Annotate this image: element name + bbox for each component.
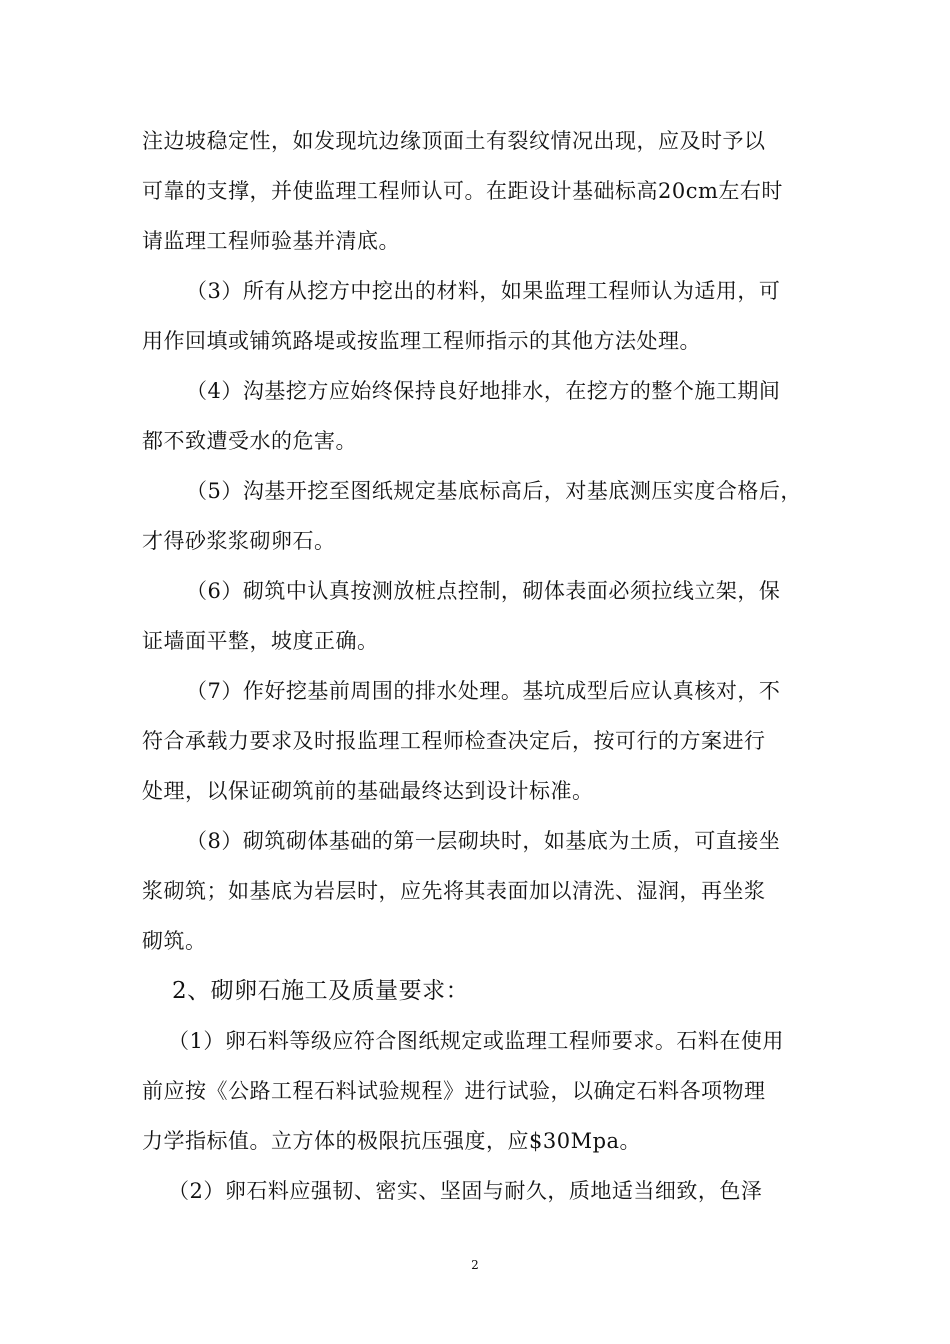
text-line: 砌筑。 [142, 929, 207, 953]
text-line: 符合承载力要求及时报监理工程师检查决定后，按可行的方案进行 [142, 729, 766, 753]
paragraph-item-1: （1）卵石料等级应符合图纸规定或监理工程师要求。石料在使用 [168, 1029, 784, 1053]
text-line: 才得砂浆浆砌卵石。 [142, 529, 336, 553]
paragraph-item-4: （4）沟基挖方应始终保持良好地排水，在挖方的整个施工期间 [186, 379, 781, 403]
page-number: 2 [471, 1258, 479, 1272]
text-line: 可靠的支撑，并使监理工程师认可。在距设计基础标高20cm左右时 [142, 179, 783, 203]
section-heading: 2、砌卵石施工及质量要求： [172, 978, 470, 1004]
paragraph-item-7: （7）作好挖基前周围的排水处理。基坑成型后应认真核对，不 [186, 679, 781, 703]
text-line: 注边坡稳定性，如发现坑边缘顶面土有裂纹情况出现，应及时予以 [142, 129, 766, 153]
text-line: 浆砌筑；如基底为岩层时，应先将其表面加以清洗、湿润，再坐浆 [142, 879, 766, 903]
text-line: 都不致遭受水的危害。 [142, 429, 357, 453]
text-line: 处理，以保证砌筑前的基础最终达到设计标准。 [142, 779, 594, 803]
text-line: 力学指标值。立方体的极限抗压强度，应$30Mpa。 [142, 1129, 642, 1153]
text-line: 用作回填或铺筑路堤或按监理工程师指示的其他方法处理。 [142, 329, 701, 353]
paragraph-item-6: （6）砌筑中认真按测放桩点控制，砌体表面必须拉线立架，保 [186, 579, 781, 603]
text-line: 请监理工程师验基并清底。 [142, 229, 400, 253]
paragraph-item-2: （2）卵石料应强韧、密实、坚固与耐久，质地适当细致，色泽 [168, 1179, 763, 1203]
paragraph-item-3: （3）所有从挖方中挖出的材料，如果监理工程师认为适用，可 [186, 279, 781, 303]
text-line: 前应按《公路工程石料试验规程》进行试验，以确定石料各项物理 [142, 1079, 766, 1103]
paragraph-item-8: （8）砌筑砌体基础的第一层砌块时，如基底为土质，可直接坐 [186, 829, 781, 853]
text-line: 证墙面平整，坡度正确。 [142, 629, 379, 653]
paragraph-item-5: （5）沟基开挖至图纸规定基底标高后，对基底测压实度合格后， [186, 479, 802, 503]
